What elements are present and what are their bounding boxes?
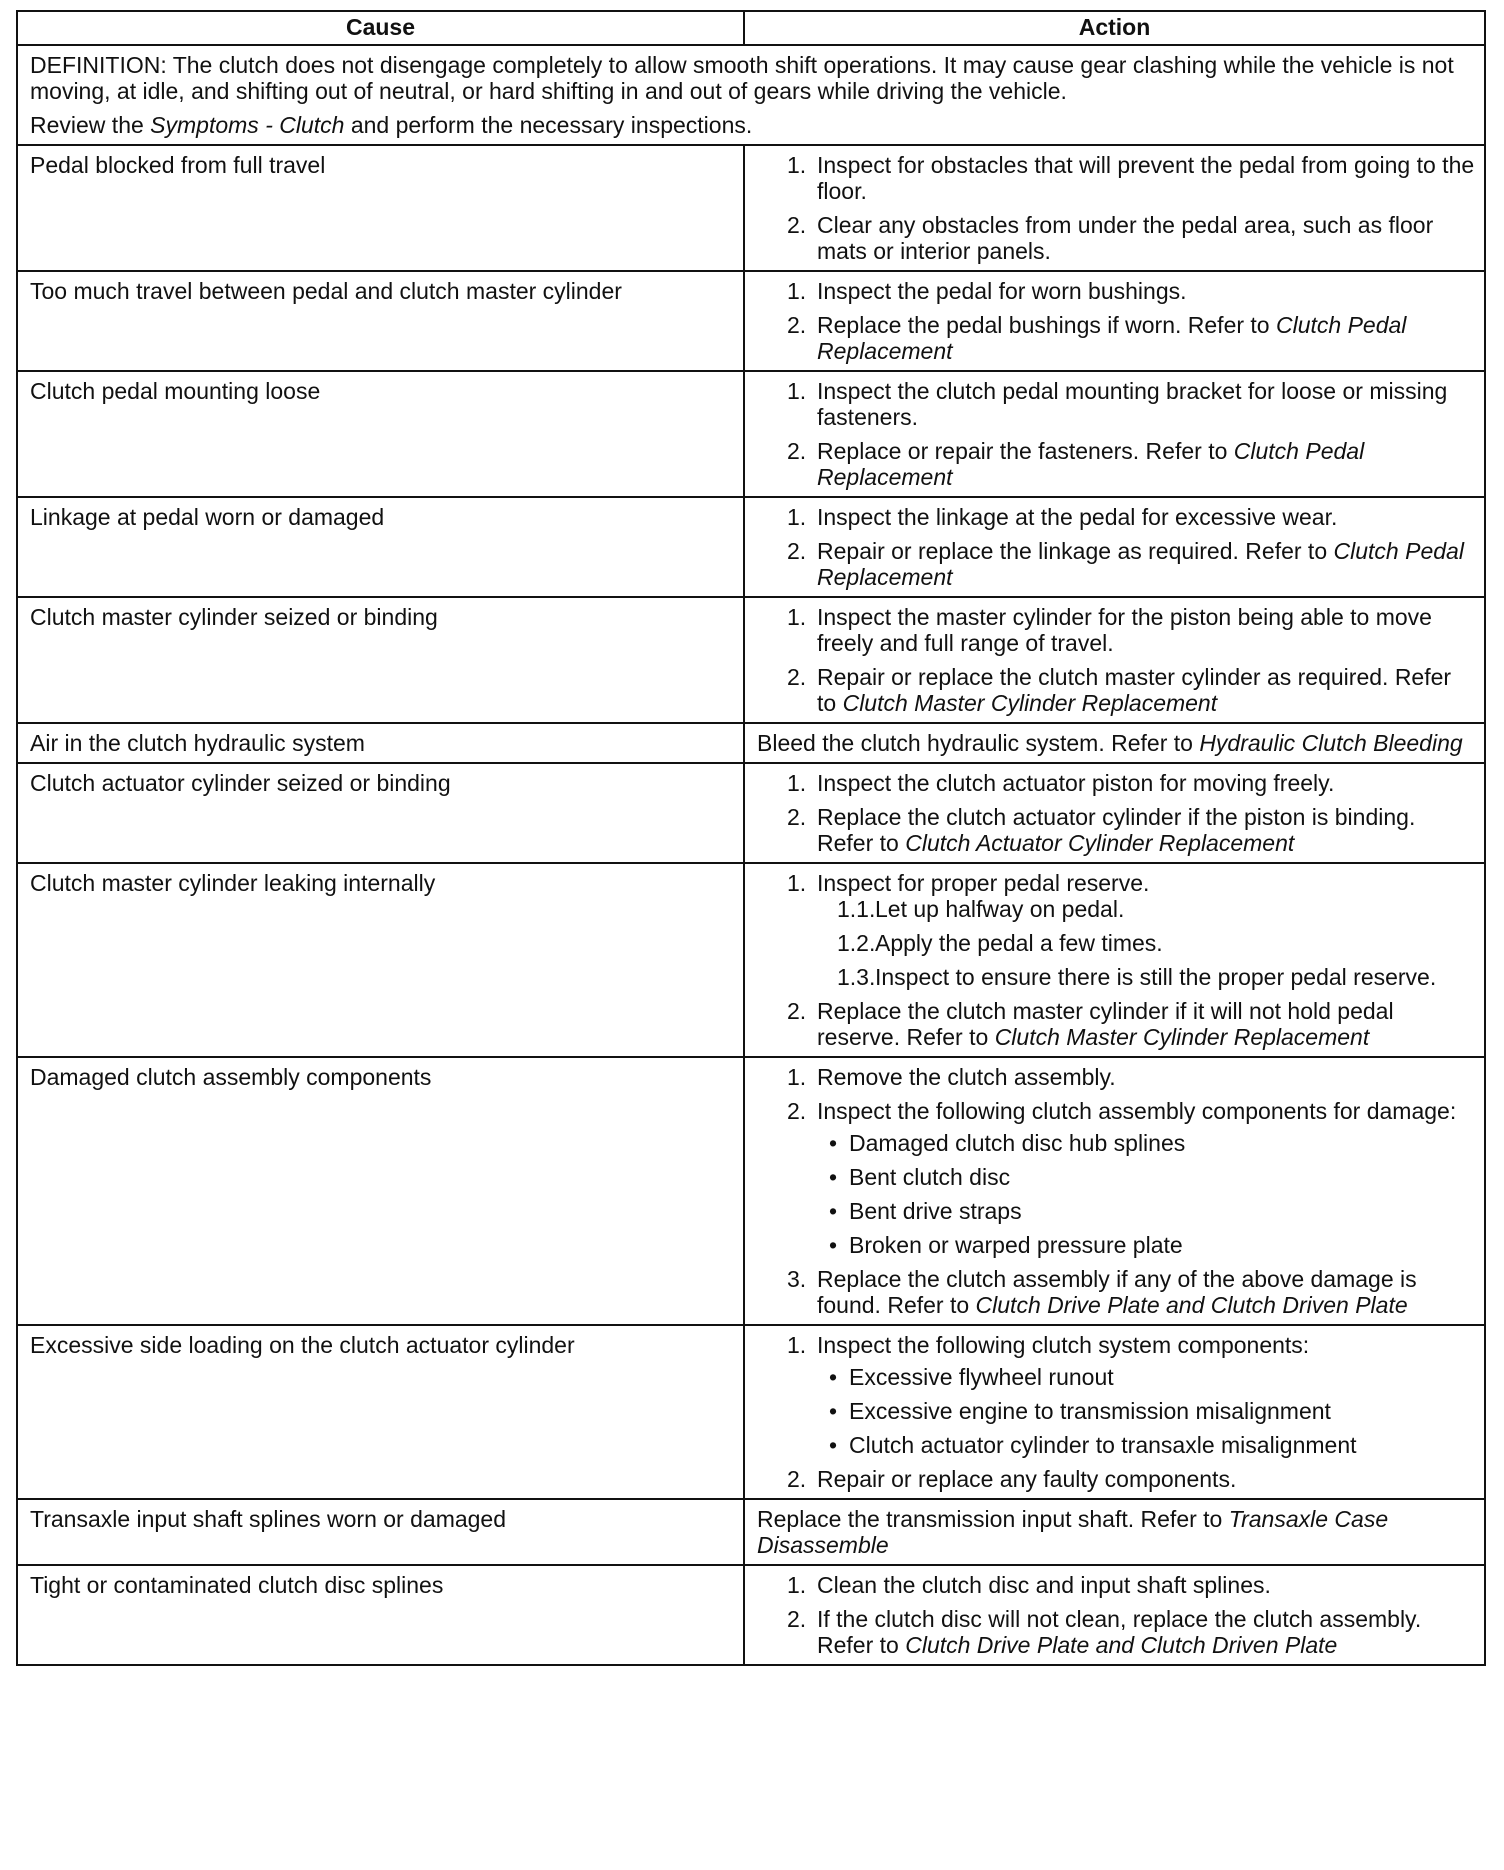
bullet-dot: • [829,1232,838,1258]
procedure-reference-link[interactable]: Clutch Drive Plate and Clutch Driven Plate [975,1292,1408,1318]
step-text: Inspect for proper pedal reserve. [817,870,1150,896]
step-number: 2. [787,1466,807,1492]
step-number: 2. [787,664,807,690]
step-number: 1. [787,1332,807,1358]
bullet-text: Broken or warped pressure plate [849,1232,1183,1258]
action-cell [744,271,1485,371]
action-steps [757,278,1476,364]
procedure-reference-link[interactable]: Clutch Pedal Replacement [817,312,1407,364]
action-cell [744,371,1485,497]
bullet-item [817,1164,1476,1190]
action-cell [744,1565,1485,1665]
procedure-reference-link[interactable]: Clutch Pedal Replacement [817,538,1464,590]
sub-steps [817,896,1476,990]
table-row [17,1565,1485,1665]
action-step [757,1466,1476,1492]
action-step [757,870,1476,990]
step-text: Inspect the clutch pedal mounting bracket for loose or missing fasteners. [817,378,1448,430]
table-row [17,271,1485,371]
step-text: If the clutch disc will not clean, replace the clutch assembly. Refer to [817,1606,1422,1658]
action-step [757,152,1476,204]
action-cell [744,497,1485,597]
action-step [757,278,1476,304]
action-steps [757,1332,1476,1492]
bullet-dot: • [829,1198,838,1224]
procedure-reference-link[interactable]: Hydraulic Clutch Bleeding [1199,730,1463,756]
step-number: 1. [787,1064,807,1090]
bullet-dot: • [829,1130,838,1156]
cause-cell: Pedal blocked from full travel [17,145,744,271]
sub-step-number: 1.2. [837,930,876,956]
bullet-dot: • [829,1432,838,1458]
action-step [757,604,1476,656]
sub-step [817,896,1476,922]
bullet-item [817,1232,1476,1258]
action-step [757,1606,1476,1658]
table-row [17,371,1485,497]
step-number: 1. [787,870,807,896]
action-cell [744,863,1485,1057]
action-steps [757,770,1476,856]
sub-step-number: 1.3. [837,964,876,990]
table-row [17,763,1485,863]
bullet-text: Damaged clutch disc hub splines [849,1130,1186,1156]
table-row [17,863,1485,1057]
step-number: 1. [787,378,807,404]
table-row [17,1325,1485,1499]
step-text: Clear any obstacles from under the pedal area, such as floor mats or interior panels. [817,212,1434,264]
procedure-reference-link[interactable]: Clutch Pedal Replacement [817,438,1365,490]
bullet-list [817,1364,1476,1458]
table-row [17,723,1485,763]
bullet-item [817,1198,1476,1224]
bullet-item [817,1130,1476,1156]
bullet-text: Bent drive straps [849,1198,1022,1224]
action-steps [757,504,1476,590]
step-text: Inspect the linkage at the pedal for excessive wear. [817,504,1338,530]
definition-cell [17,45,1485,145]
definition-row [17,45,1485,145]
cause-cell: Clutch master cylinder seized or binding [17,597,744,723]
action-text: Replace the transmission input shaft. Refer to [757,1506,1229,1532]
action-steps [757,1572,1476,1658]
step-number: 2. [787,312,807,338]
step-text: Inspect the following clutch assembly components for damage: [817,1098,1457,1124]
cause-cell: Tight or contaminated clutch disc splines [17,1565,744,1665]
procedure-reference-link[interactable]: Clutch Master Cylinder Replacement [994,1024,1370,1050]
table-row [17,497,1485,597]
step-text: Replace the clutch actuator cylinder if the piston is binding. Refer to [817,804,1416,856]
action-step [757,378,1476,430]
action-steps [757,152,1476,264]
sub-step-number: 1.1. [837,896,876,922]
action-text: Bleed the clutch hydraulic system. Refer to [757,730,1200,756]
sub-step [817,930,1476,956]
bullet-text: Excessive engine to transmission misalignment [849,1398,1331,1424]
action-step [757,770,1476,796]
action-cell [744,1499,1485,1565]
step-number: 2. [787,212,807,238]
table-row [17,145,1485,271]
bullet-item [817,1398,1476,1424]
step-number: 2. [787,998,807,1024]
step-text: Inspect the clutch actuator piston for moving freely. [817,770,1335,796]
action-step [757,1332,1476,1458]
sub-step [817,964,1476,990]
action-step [757,312,1476,364]
bullet-text: Clutch actuator cylinder to transaxle misalignment [849,1432,1357,1458]
table-row [17,1057,1485,1325]
review-note [30,112,1472,138]
action-cell [744,1057,1485,1325]
cause-column-header: Cause [17,11,744,45]
cause-cell: Clutch pedal mounting loose [17,371,744,497]
bullet-text: Bent clutch disc [849,1164,1011,1190]
step-number: 1. [787,604,807,630]
step-text: Replace the clutch master cylinder if it will not hold pedal reserve. Refer to [817,998,1394,1050]
step-text: Clean the clutch disc and input shaft splines. [817,1572,1271,1598]
cause-cell: Excessive side loading on the clutch actuator cylinder [17,1325,744,1499]
step-text: Inspect for obstacles that will prevent the pedal from going to the floor. [817,152,1475,204]
cause-cell: Too much travel between pedal and clutch master cylinder [17,271,744,371]
sub-step-text: Apply the pedal a few times. [875,930,1163,956]
action-column-header: Action [744,11,1485,45]
action-step [757,664,1476,716]
bullet-dot: • [829,1364,838,1390]
action-step [757,998,1476,1050]
symptoms-link[interactable]: Symptoms - Clutch [150,112,345,138]
action-step [757,438,1476,490]
step-number: 1. [787,152,807,178]
step-text: Inspect the master cylinder for the piston being able to move freely and full range of travel. [817,604,1432,656]
header-row [17,11,1485,45]
procedure-reference-link[interactable]: Clutch Actuator Cylinder Replacement [905,830,1295,856]
cause-cell: Clutch actuator cylinder seized or binding [17,763,744,863]
cause-cell: Transaxle input shaft splines worn or damaged [17,1499,744,1565]
action-steps [757,1064,1476,1318]
procedure-reference-link[interactable]: Clutch Master Cylinder Replacement [842,690,1218,716]
step-number: 1. [787,278,807,304]
action-cell [744,723,1485,763]
step-text: Replace the pedal bushings if worn. Refer to [817,312,1276,338]
step-number: 2. [787,1606,807,1632]
action-step [757,1064,1476,1090]
step-number: 2. [787,438,807,464]
step-text: Repair or replace the linkage as required. Refer to [817,538,1334,564]
bullet-list [817,1130,1476,1258]
step-number: 3. [787,1266,807,1292]
procedure-reference-link[interactable]: Transaxle Case Disassemble [757,1506,1389,1558]
action-steps [757,378,1476,490]
step-number: 2. [787,1098,807,1124]
step-text: Inspect the following clutch system components: [817,1332,1310,1358]
action-step [757,1572,1476,1598]
action-step [757,504,1476,530]
action-step [757,1266,1476,1318]
bullet-item [817,1364,1476,1390]
action-cell [744,597,1485,723]
cause-cell: Clutch master cylinder leaking internally [17,863,744,1057]
table-row [17,1499,1485,1565]
step-number: 1. [787,504,807,530]
action-cell [744,1325,1485,1499]
review-pre: Review the [30,112,151,138]
table-row [17,597,1485,723]
step-text: Remove the clutch assembly. [817,1064,1116,1090]
definition-text: DEFINITION: The clutch does not disengage completely to allow smooth shift operations. It may cause gear clashing while the vehicle is not moving, at idle, and shifting out of neutral, or hard shifting in and out of gears while driving the vehicle. [30,52,1454,104]
bullet-item [817,1432,1476,1458]
step-text: Replace or repair the fasteners. Refer to [817,438,1234,464]
cause-cell: Linkage at pedal worn or damaged [17,497,744,597]
sub-step-text: Let up halfway on pedal. [875,896,1125,922]
cause-cell: Air in the clutch hydraulic system [17,723,744,763]
bullet-dot: • [829,1398,838,1424]
sub-step-text: Inspect to ensure there is still the proper pedal reserve. [875,964,1437,990]
action-step [757,1098,1476,1258]
step-text: Repair or replace the clutch master cylinder as required. Refer to [817,664,1452,716]
action-step [757,538,1476,590]
action-cell [744,145,1485,271]
diagnostic-table [16,10,1486,1666]
action-steps [757,870,1476,1050]
step-number: 2. [787,804,807,830]
step-number: 2. [787,538,807,564]
action-step [757,804,1476,856]
action-cell [744,763,1485,863]
action-steps [757,604,1476,716]
bullet-text: Excessive flywheel runout [849,1364,1114,1390]
cause-cell: Damaged clutch assembly components [17,1057,744,1325]
step-text: Inspect the pedal for worn bushings. [817,278,1187,304]
action-step [757,212,1476,264]
bullet-dot: • [829,1164,838,1190]
review-post: and perform the necessary inspections. [344,112,753,138]
step-text: Replace the clutch assembly if any of the above damage is found. Refer to [817,1266,1417,1318]
step-number: 1. [787,770,807,796]
step-text: Repair or replace any faulty components. [817,1466,1237,1492]
procedure-reference-link[interactable]: Clutch Drive Plate and Clutch Driven Plate [905,1632,1338,1658]
step-number: 1. [787,1572,807,1598]
